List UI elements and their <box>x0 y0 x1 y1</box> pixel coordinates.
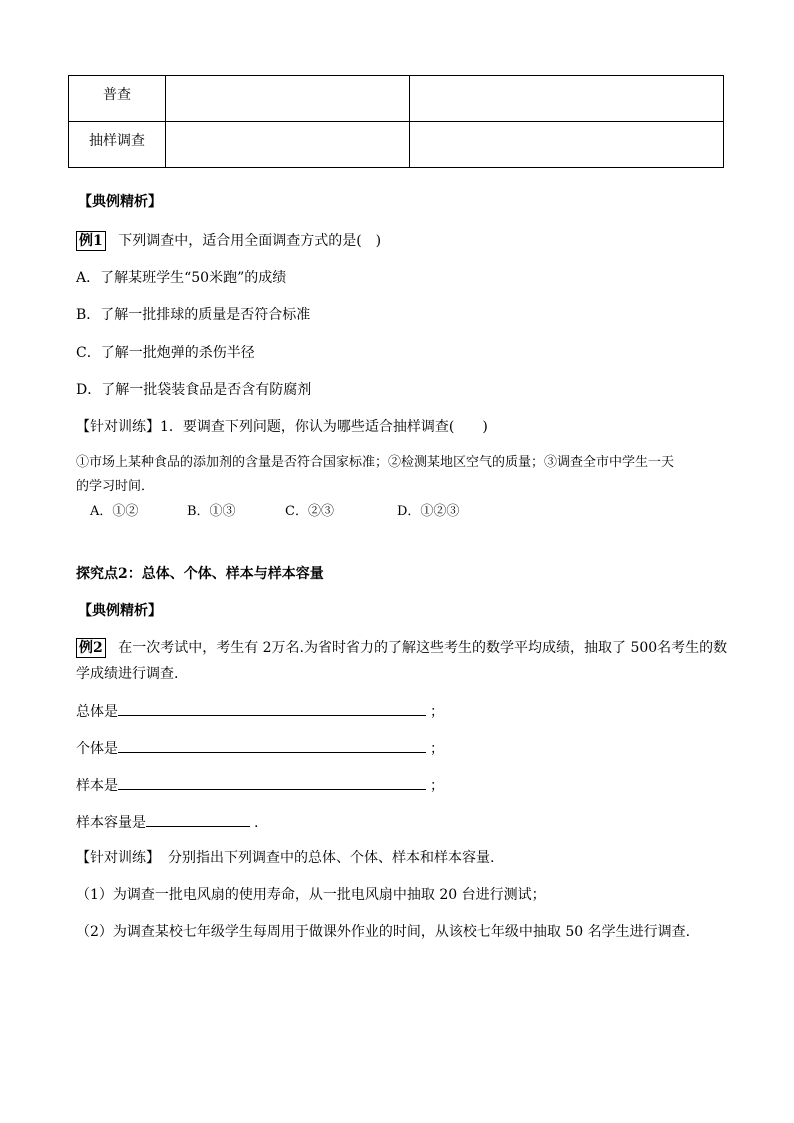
practice-option-b: B．①③ <box>187 504 236 519</box>
example-line-2: 学成绩进行调查. <box>76 666 179 682</box>
answer-blank[interactable] <box>118 777 426 790</box>
table-cell-empty <box>410 122 724 168</box>
practice-option-d: D．①②③ <box>397 504 460 519</box>
practice-question: 1．要调查下列问题，你认为哪些适合抽样调查( ) <box>160 419 488 435</box>
practice-tag: 【针对训练】 <box>76 419 160 435</box>
fill-label: 个体是 <box>76 741 118 757</box>
table-cell-empty <box>166 122 410 168</box>
fill-end: ； <box>430 704 444 720</box>
practice-line-1: ①市场上某种食品的添加剂的含量是否符合国家标准；②检测某地区空气的质量；③调查全市中学生一天 <box>76 455 675 470</box>
table-cell-label: 普查 <box>69 76 166 122</box>
fill-end: ； <box>430 741 444 757</box>
survey-method-table <box>68 75 724 168</box>
table-row <box>69 76 724 122</box>
table-cell-label: 抽样调查 <box>69 122 166 168</box>
example-1 <box>76 234 381 248</box>
practice-line-2: 的学习时间． <box>76 479 155 494</box>
fill-label: 样本容量是 <box>76 815 146 831</box>
example-2 <box>76 641 727 655</box>
example-tag: 例1 <box>76 231 106 251</box>
practice-2 <box>76 851 494 865</box>
answer-blank[interactable] <box>118 703 426 716</box>
practice-option-a: A．①② <box>90 504 139 519</box>
practice-1 <box>76 420 488 434</box>
option-c: C．了解一批炮弹的杀伤半径 <box>76 345 255 361</box>
example-tag: 例2 <box>76 638 106 658</box>
table-cell-empty <box>410 76 724 122</box>
option-a: A．了解某班学生“50米跑”的成绩 <box>76 270 287 286</box>
example-question: 下列调查中，适合用全面调查方式的是( ) <box>118 233 382 249</box>
fill-total <box>76 703 444 719</box>
section-heading: 【典例精析】 <box>78 194 162 210</box>
practice-tag: 【针对训练】 <box>76 850 160 866</box>
option-d: D．了解一批袋装食品是否含有防腐剂 <box>76 382 312 398</box>
practice-intro: 分别指出下列调查中的总体、个体、样本和样本容量. <box>168 850 495 866</box>
practice-option-c: C．②③ <box>285 504 334 519</box>
answer-blank[interactable] <box>118 740 426 753</box>
fill-end: ； <box>430 778 444 794</box>
fill-sample <box>76 777 444 793</box>
fill-label: 样本是 <box>76 778 118 794</box>
fill-individual <box>76 740 444 756</box>
table-row <box>69 122 724 168</box>
table-cell-empty <box>166 76 410 122</box>
example-line-1: 在一次考试中，考生有 2万名.为省时省力的了解这些考生的数学平均成绩，抽取了 500名考生的数 <box>118 640 728 656</box>
section-title: 探究点2：总体、个体、样本与样本容量 <box>76 566 324 582</box>
practice-item-2: （2）为调查某校七年级学生每周用于做课外作业的时间，从该校七年级中抽取 50 名学生进行调查. <box>76 924 691 940</box>
fill-end: . <box>254 815 259 831</box>
fill-label: 总体是 <box>76 704 118 720</box>
practice-item-1: （1）为调查一批电风扇的使用寿命，从一批电风扇中抽取 20 台进行测试； <box>76 887 546 903</box>
answer-blank[interactable] <box>146 814 250 827</box>
option-b: B．了解一批排球的质量是否符合标准 <box>76 307 311 323</box>
section-heading: 【典例精析】 <box>78 603 162 619</box>
fill-sample-size <box>76 814 258 830</box>
